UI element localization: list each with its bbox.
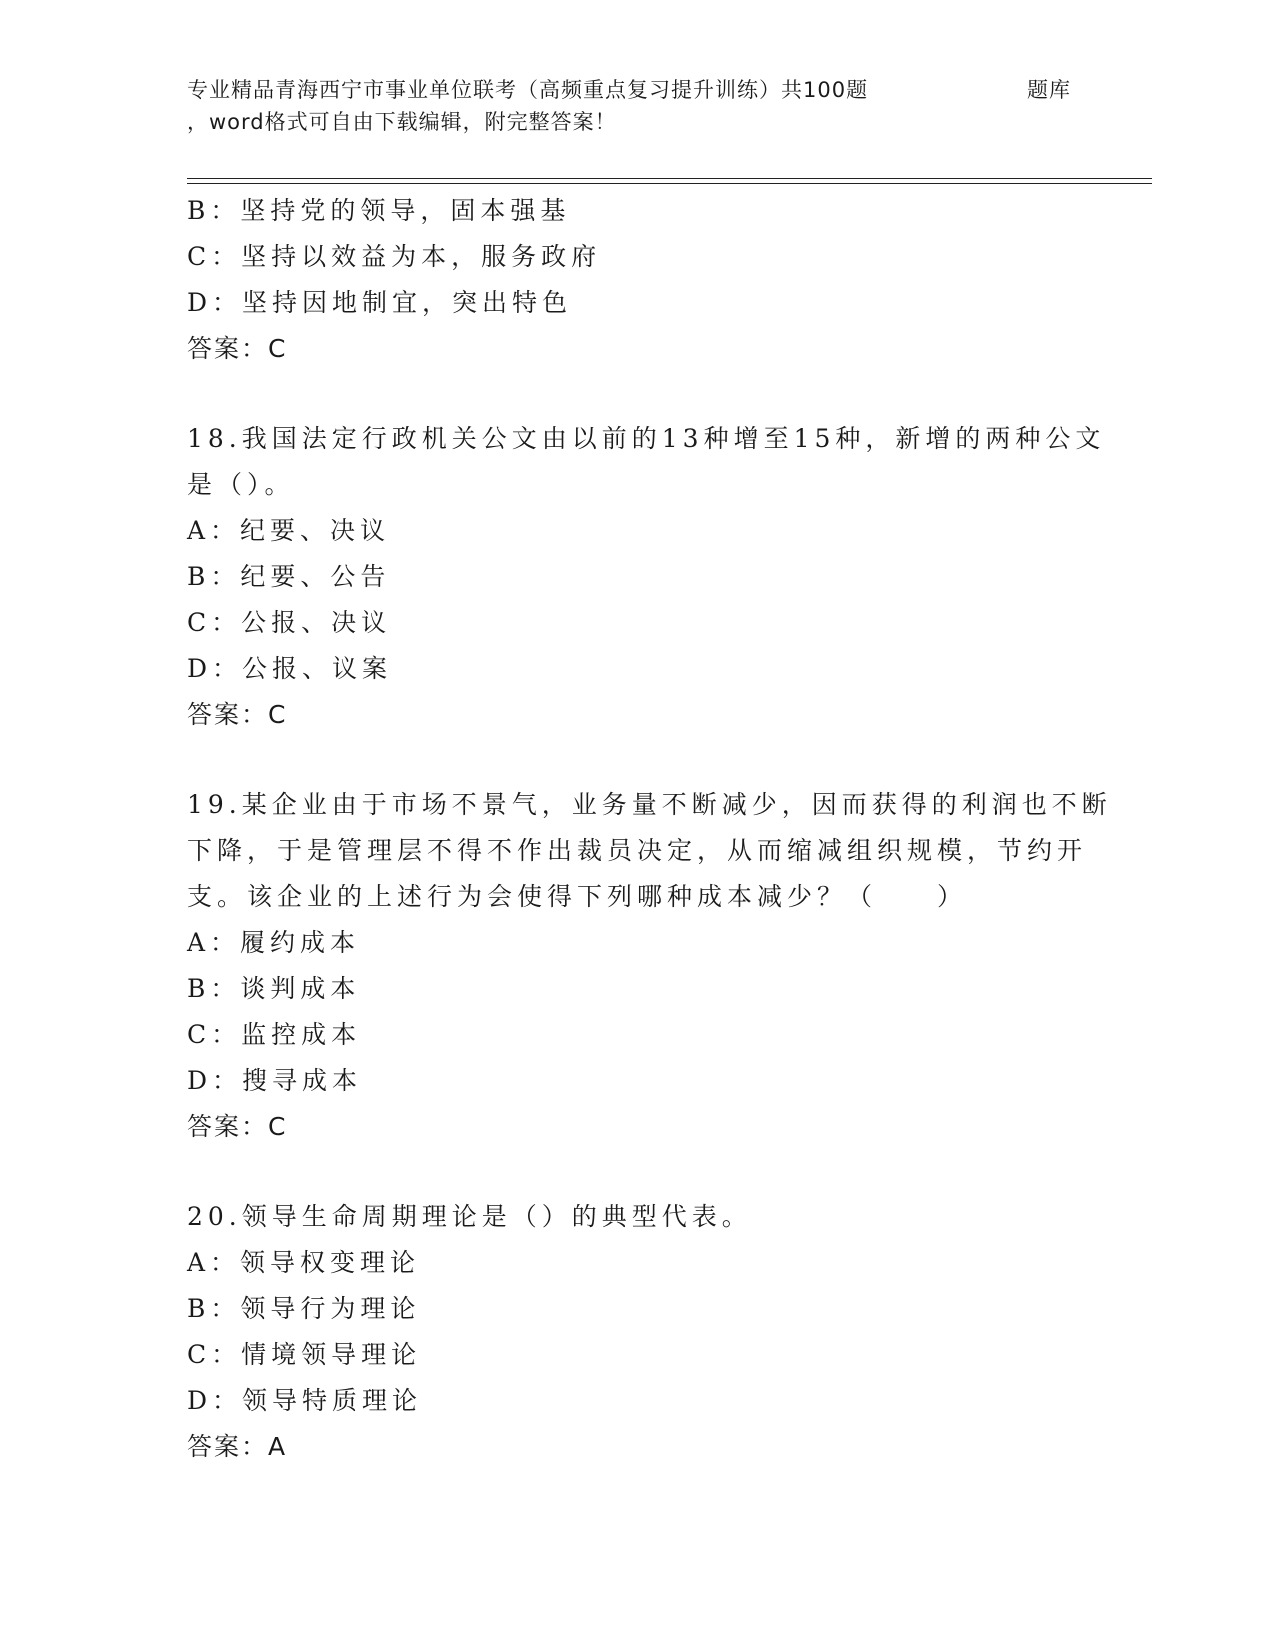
option-c: C：监控成本	[187, 1020, 362, 1049]
option-d: D：领导特质理论	[187, 1386, 423, 1415]
option-b: B：领导行为理论	[187, 1294, 421, 1323]
question-18	[187, 416, 1106, 738]
answer: 答案：A	[187, 1432, 288, 1461]
header-divider	[187, 178, 1152, 179]
question-stem: 18.我国法定行政机关公文由以前的13种增至15种，新增的两种公文	[187, 424, 1106, 453]
option-b: B：坚持党的领导，固本强基	[187, 196, 571, 225]
header-divider-double	[187, 183, 1152, 184]
option-c: C：坚持以效益为本，服务政府	[187, 242, 602, 271]
option-a: A：领导权变理论	[187, 1248, 421, 1277]
question-stem: 下降，于是管理层不得不作出裁员决定，从而缩减组织规模，节约开	[187, 836, 1088, 865]
answer: 答案：C	[187, 334, 288, 363]
header-tag: 题库	[1027, 78, 1071, 102]
option-c: C：公报、决议	[187, 608, 392, 637]
question-stem: 20.领导生命周期理论是（）的典型代表。	[187, 1202, 752, 1231]
question-stem: 是（）。	[187, 470, 295, 499]
option-d: D：坚持因地制宜，突出特色	[187, 288, 573, 317]
option-a: A：履约成本	[187, 928, 361, 957]
page-header	[187, 74, 1087, 138]
question-20	[187, 1194, 1087, 1470]
question-list	[187, 188, 1112, 1470]
question-stem: 支。该企业的上述行为会使得下列哪种成本减少？（ ）	[187, 882, 968, 911]
option-a: A：纪要、决议	[187, 516, 391, 545]
answer: 答案：C	[187, 1112, 288, 1141]
header-subtitle: ，word格式可自由下载编辑，附完整答案！	[187, 110, 617, 134]
option-b: B：纪要、公告	[187, 562, 391, 591]
question-17-tail	[187, 188, 1087, 372]
header-title: 专业精品青海西宁市事业单位联考（高频重点复习提升训练）共100题	[187, 78, 869, 102]
option-b: B：谈判成本	[187, 974, 361, 1003]
question-stem: 19.某企业由于市场不景气，业务量不断减少，因而获得的利润也不断	[187, 790, 1112, 819]
option-d: D：搜寻成本	[187, 1066, 363, 1095]
option-c: C：情境领导理论	[187, 1340, 422, 1369]
question-19	[187, 782, 1112, 1150]
answer: 答案：C	[187, 700, 288, 729]
option-d: D：公报、议案	[187, 654, 393, 683]
